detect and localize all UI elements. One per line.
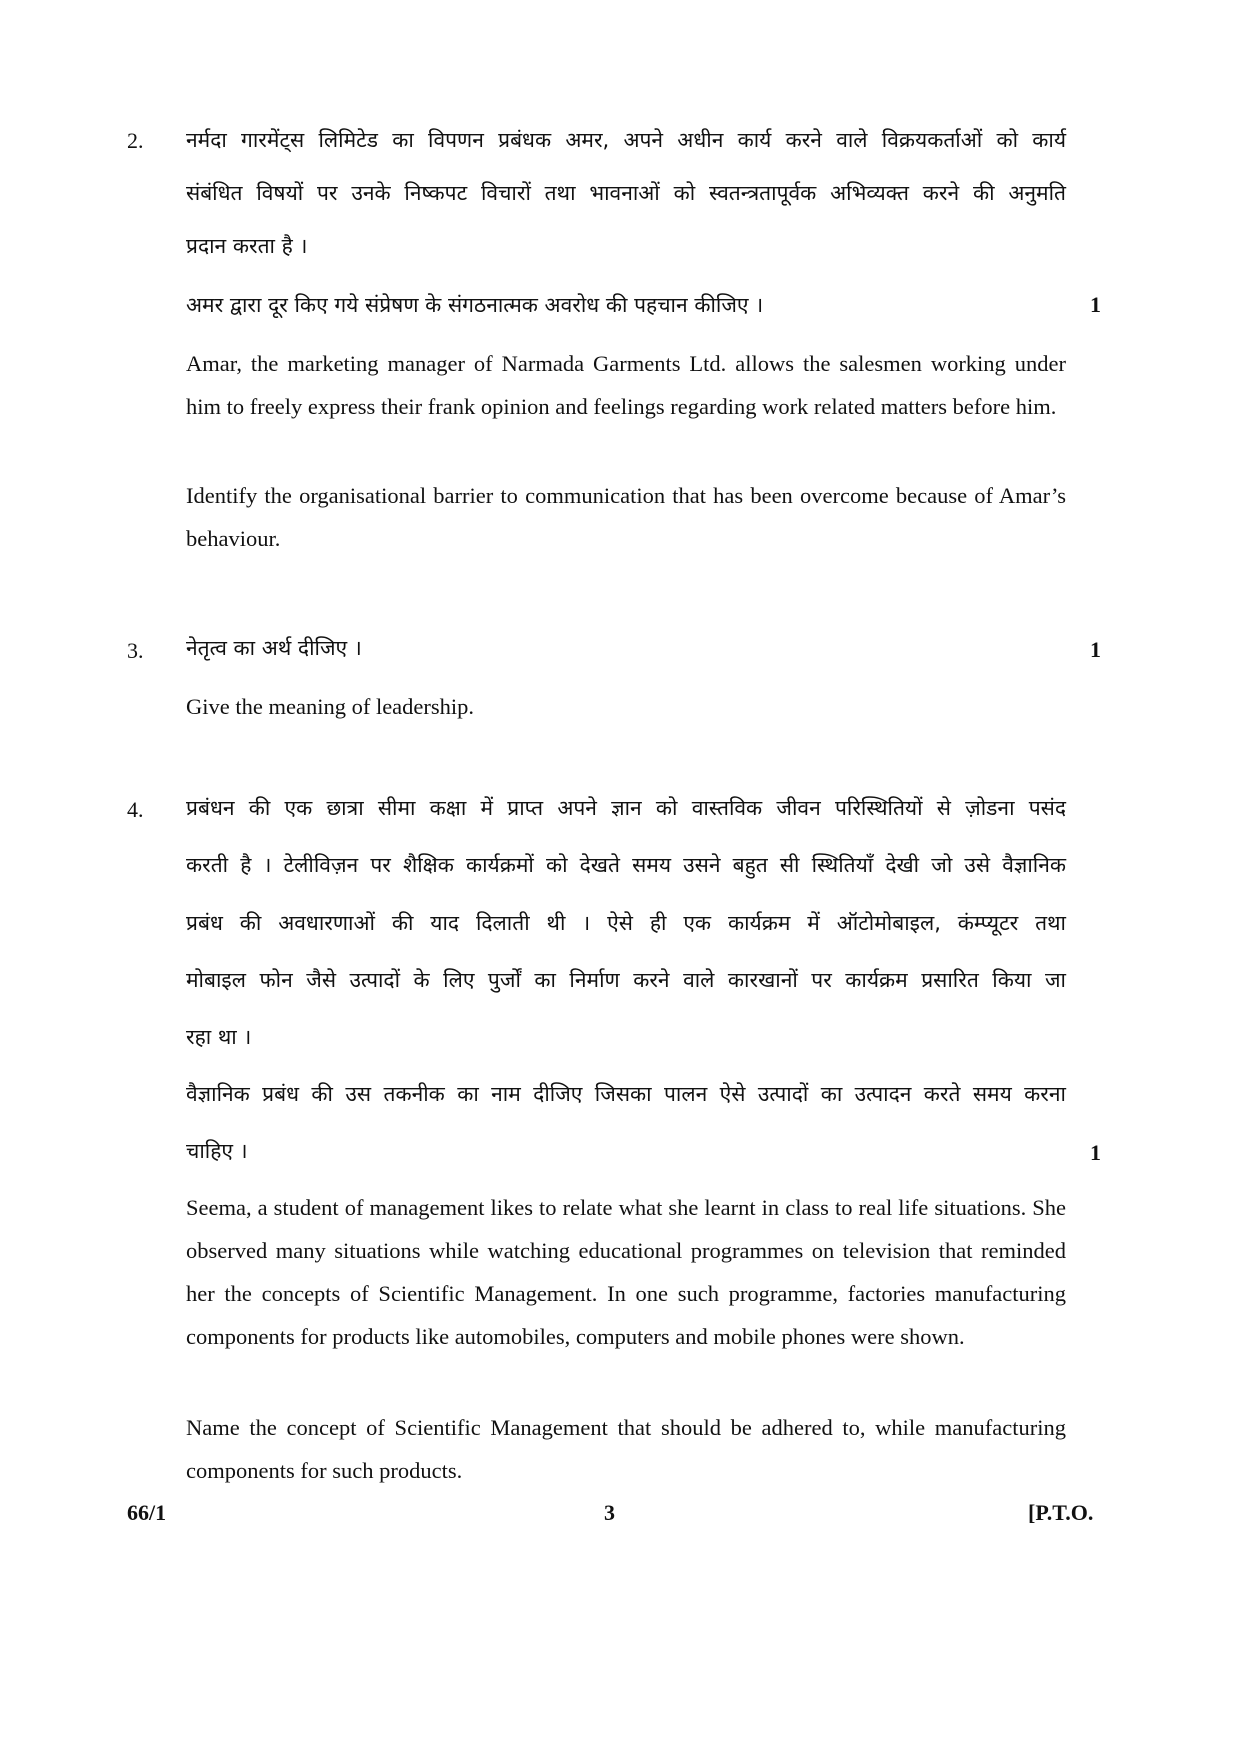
hindi-text-line: करती है । टेलीविज़न पर शैक्षिक कार्यक्रमों को देखते समय उसने बहुत सी स्थितियाँ देखी जो उसे वैज्ञानिक xyxy=(186,853,1066,877)
english-question: Identify the organisational barrier to communication that has been overcome because of Amar’s behaviour. xyxy=(186,483,1066,551)
hindi-text-line: मोबाइल फोन जैसे उत्पादों के लिए पुर्जों का निर्माण करने वाले कारखानों पर कार्यक्रम प्रसारित किया जा xyxy=(186,968,1066,992)
hindi-text-line: नर्मदा गारमेंट्स लिमिटेड का विपणन प्रबंधक अमर, अपने अधीन कार्य करने वाले विक्रयकर्ताओं को कार्य xyxy=(186,128,1066,152)
question-number: 4. xyxy=(127,797,144,822)
page-number: 3 xyxy=(604,1500,615,1525)
question-number: 3. xyxy=(127,638,144,663)
paper-code: 66/1 xyxy=(127,1500,167,1525)
marks: 1 xyxy=(1090,292,1101,317)
english-context: Amar, the marketing manager of Narmada Garments Ltd. allows the salesmen working under him to freely express their frank opinion and feelings regarding work related matters before him. xyxy=(186,351,1066,419)
hindi-text-line: रहा था । xyxy=(186,1025,252,1049)
english-question: Name the concept of Scientific Management that should be adhered to, while manufacturing components for such products. xyxy=(186,1415,1066,1483)
hindi-question: नेतृत्व का अर्थ दीजिए । xyxy=(186,636,362,660)
hindi-text-line: प्रदान करता है । xyxy=(186,234,308,258)
hindi-text-line: प्रबंध की अवधारणाओं की याद दिलाती थी । ऐसे ही एक कार्यक्रम में ऑटोमोबाइल, कंम्प्यूटर तथा xyxy=(186,911,1066,935)
hindi-text-line: संबंधित विषयों पर उनके निष्कपट विचारों तथा भावनाओं को स्वतन्त्रतापूर्वक अभिव्यक्त करने की अनुमति xyxy=(186,181,1066,205)
hindi-question-line: वैज्ञानिक प्रबंध की उस तकनीक का नाम दीजिए जिसका पालन ऐसे उत्पादों का उत्पादन करते समय करना xyxy=(186,1082,1066,1106)
english-context: Seema, a student of management likes to relate what she learnt in class to real life situations. She observed many situations while watching educational programmes on television that reminded her the concepts of Scientific Management. In one such programme, factories manufacturing components for products like automobiles, computers and mobile phones were shown. xyxy=(186,1195,1066,1349)
question-number: 2. xyxy=(127,128,144,153)
hindi-question: अमर द्वारा दूर किए गये संप्रेषण के संगठनात्मक अवरोध की पहचान कीजिए । xyxy=(186,293,764,317)
hindi-text-line: प्रबंधन की एक छात्रा सीमा कक्षा में प्राप्त अपने ज्ञान को वास्तविक जीवन परिस्थितियों से ज़ोडना पसंद xyxy=(186,796,1066,820)
marks: 1 xyxy=(1090,1140,1101,1165)
hindi-question-line: चाहिए । xyxy=(186,1139,248,1163)
english-question: Give the meaning of leadership. xyxy=(186,694,475,719)
marks: 1 xyxy=(1090,637,1101,662)
please-turn-over: [P.T.O. xyxy=(1028,1500,1094,1525)
